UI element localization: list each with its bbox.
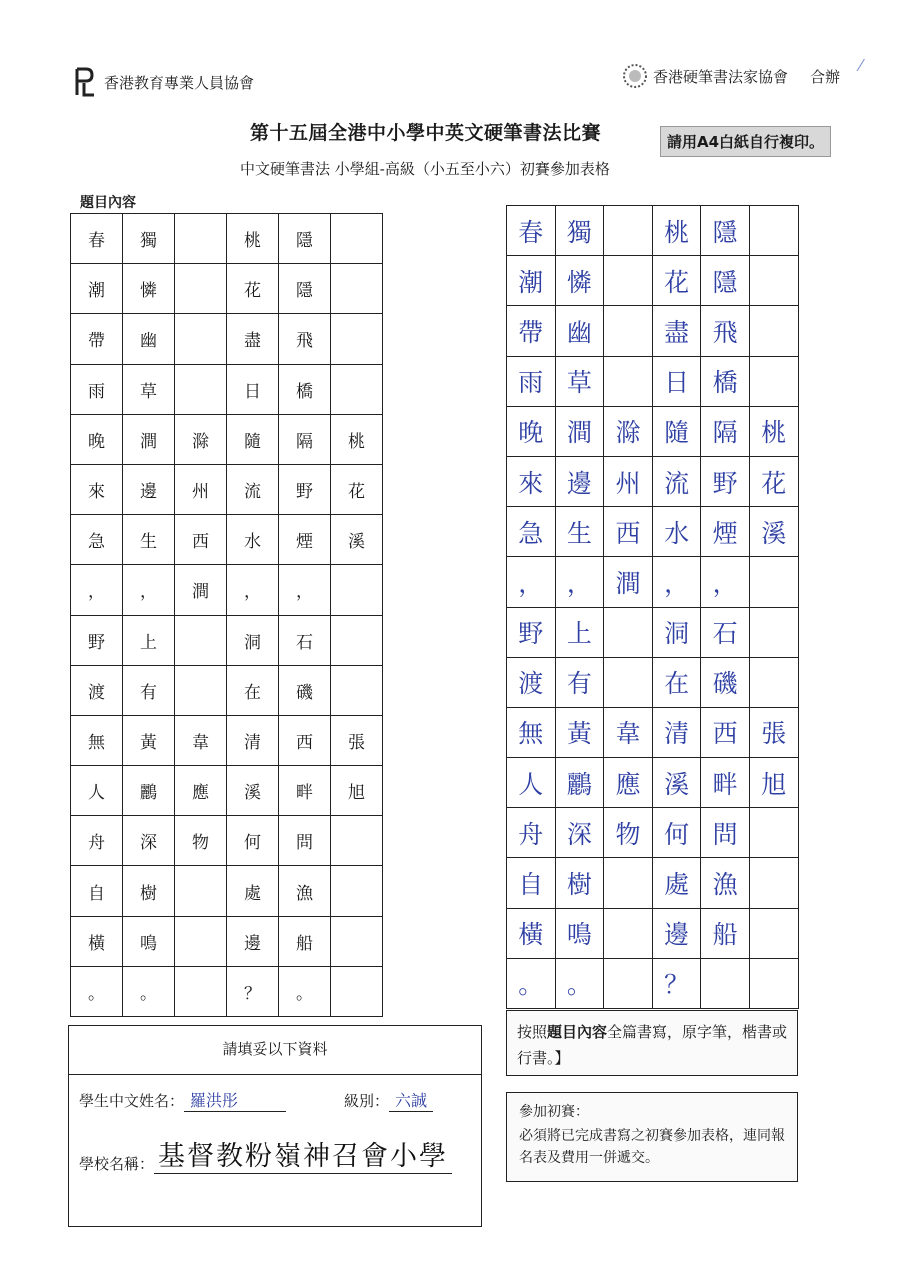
name-row xyxy=(79,1088,286,1112)
reference-grid-cell: 帶 xyxy=(71,314,123,364)
reference-grid-cell: 磯 xyxy=(279,665,331,715)
reference-grid-cell xyxy=(331,364,383,414)
reference-grid-cell xyxy=(331,816,383,866)
handwritten-grid-row xyxy=(507,657,799,707)
handwritten-grid-cell xyxy=(749,607,798,657)
handwritten-grid-cell: 深 xyxy=(555,808,604,858)
handwritten-grid-cell: 樹 xyxy=(555,858,604,908)
writing-rule-text xyxy=(517,1019,789,1071)
handwritten-grid-cell: 晚 xyxy=(507,406,556,456)
reference-grid-cell: 急 xyxy=(71,515,123,565)
reference-grid-cell: ， xyxy=(123,565,175,615)
handwritten-grid-cell: 舟 xyxy=(507,808,556,858)
reference-grid-cell: 畔 xyxy=(279,766,331,816)
handwritten-grid-cell xyxy=(749,808,798,858)
rule-prefix: 按照 xyxy=(517,1023,548,1041)
reference-grid-row xyxy=(71,866,383,916)
handwritten-grid-cell: 生 xyxy=(555,507,604,557)
reference-grid-row xyxy=(71,816,383,866)
handwritten-grid-cell: 物 xyxy=(604,808,653,858)
handwritten-grid-cell: 船 xyxy=(701,908,750,958)
handwritten-grid-cell: 水 xyxy=(652,507,701,557)
handwritten-grid-cell: 幽 xyxy=(555,306,604,356)
reference-grid-cell: 來 xyxy=(71,464,123,514)
handwritten-grid-cell: 畔 xyxy=(701,758,750,808)
handwritten-grid-cell: 野 xyxy=(701,456,750,506)
org-right-name: 香港硬筆書法家協會 xyxy=(652,67,788,86)
org-right xyxy=(621,62,840,90)
reference-grid-row xyxy=(71,565,383,615)
reference-grid-cell: 。 xyxy=(123,966,175,1016)
competition-title: 第十五屆全港中小學中英文硬筆書法比賽 xyxy=(250,122,602,144)
handwritten-grid-row xyxy=(507,707,799,757)
reference-grid-cell: 處 xyxy=(227,866,279,916)
co-organize-label: 合辦 xyxy=(809,67,840,86)
handwritten-grid-cell: 帶 xyxy=(507,306,556,356)
handwritten-grid-row xyxy=(507,908,799,958)
handwritten-grid-row xyxy=(507,958,799,1008)
handwritten-grid-cell: 處 xyxy=(652,858,701,908)
handwritten-grid-cell: 問 xyxy=(701,808,750,858)
reference-grid-cell: 桃 xyxy=(227,214,279,264)
handwritten-grid-cell: 盡 xyxy=(652,306,701,356)
reference-grid-cell xyxy=(331,565,383,615)
pen-mark: ⁄ xyxy=(859,56,862,75)
entry-text: 必須將已完成書寫之初賽參加表格，連同報名表及費用一併遞交。 xyxy=(519,1128,785,1166)
form-subtitle: 中文硬筆書法 小學組-高級（小五至小六）初賽參加表格 xyxy=(240,160,610,178)
reference-grid-cell: 旭 xyxy=(331,766,383,816)
handwritten-grid-cell xyxy=(604,306,653,356)
handwritten-grid-cell: 滁 xyxy=(604,406,653,456)
reference-grid-row xyxy=(71,314,383,364)
reference-grid-cell xyxy=(331,866,383,916)
reference-grid-cell: 野 xyxy=(71,615,123,665)
reference-grid-cell: 邊 xyxy=(123,464,175,514)
reference-grid-cell: 滁 xyxy=(175,414,227,464)
reference-grid xyxy=(70,213,383,1017)
handwritten-grid-cell: 西 xyxy=(701,707,750,757)
org-left xyxy=(72,62,254,102)
handwritten-grid-cell xyxy=(604,356,653,406)
handwritten-grid-cell xyxy=(604,256,653,306)
reference-grid-cell: ， xyxy=(227,565,279,615)
handwritten-grid-row xyxy=(507,356,799,406)
reference-grid-cell xyxy=(331,264,383,314)
reference-grid-cell: ， xyxy=(71,565,123,615)
reference-grid-cell xyxy=(175,916,227,966)
reference-grid-cell: 潮 xyxy=(71,264,123,314)
handwritten-grid-row xyxy=(507,256,799,306)
reference-grid-cell: 上 xyxy=(123,615,175,665)
handwritten-grid-cell: 花 xyxy=(749,456,798,506)
reference-grid-cell: 盡 xyxy=(227,314,279,364)
reference-grid-cell: 問 xyxy=(279,816,331,866)
reference-grid-cell: 人 xyxy=(71,766,123,816)
handwritten-grid-cell: 花 xyxy=(652,256,701,306)
reference-grid-cell: 西 xyxy=(279,715,331,765)
reference-grid-cell: 黃 xyxy=(123,715,175,765)
reference-grid-row xyxy=(71,364,383,414)
reference-grid-cell xyxy=(331,314,383,364)
handwritten-grid-cell: 急 xyxy=(507,507,556,557)
reference-grid-cell: 流 xyxy=(227,464,279,514)
handwritten-grid-cell: 張 xyxy=(749,707,798,757)
handwritten-grid-cell: 邊 xyxy=(652,908,701,958)
reference-grid-cell: 春 xyxy=(71,214,123,264)
handwritten-grid-cell: ， xyxy=(507,557,556,607)
reference-grid-cell: 西 xyxy=(175,515,227,565)
reference-grid-row xyxy=(71,665,383,715)
handwritten-grid-cell: 西 xyxy=(604,507,653,557)
reference-grid-row xyxy=(71,615,383,665)
reference-grid-cell xyxy=(331,916,383,966)
handwritten-grid-cell xyxy=(749,256,798,306)
reference-grid-cell: ？ xyxy=(227,966,279,1016)
handwritten-grid-cell: 人 xyxy=(507,758,556,808)
handwritten-grid-cell: 無 xyxy=(507,707,556,757)
reference-grid-row xyxy=(71,916,383,966)
ptu-logo-icon xyxy=(72,65,98,99)
reference-grid-cell: 何 xyxy=(227,816,279,866)
handwritten-grid-cell: 憐 xyxy=(555,256,604,306)
handwritten-grid-cell xyxy=(749,958,798,1008)
reference-grid-row xyxy=(71,515,383,565)
reference-grid-cell: 生 xyxy=(123,515,175,565)
reference-grid-cell: 應 xyxy=(175,766,227,816)
handwritten-grid-cell: 。 xyxy=(555,958,604,1008)
reference-grid-cell: 獨 xyxy=(123,214,175,264)
reference-grid-cell: 桃 xyxy=(331,414,383,464)
school-row xyxy=(79,1134,452,1174)
handwritten-grid-cell: 自 xyxy=(507,858,556,908)
handwritten-grid-cell xyxy=(604,958,653,1008)
reference-grid-cell: 澗 xyxy=(123,414,175,464)
handwritten-grid-cell: 鳴 xyxy=(555,908,604,958)
reference-grid-cell xyxy=(175,264,227,314)
handwritten-grid-cell: 獨 xyxy=(555,206,604,256)
reference-grid-cell: 憐 xyxy=(123,264,175,314)
handwritten-grid-cell: ？ xyxy=(652,958,701,1008)
reference-grid-cell: 飛 xyxy=(279,314,331,364)
handwritten-grid-cell: ， xyxy=(701,557,750,607)
handwritten-grid-cell: 韋 xyxy=(604,707,653,757)
reference-grid-cell: 。 xyxy=(71,966,123,1016)
reference-grid-cell: 幽 xyxy=(123,314,175,364)
handwritten-grid-cell: 隨 xyxy=(652,406,701,456)
student-info-box xyxy=(68,1025,482,1227)
handwritten-grid-cell: 溪 xyxy=(749,507,798,557)
handwritten-grid-cell: 上 xyxy=(555,607,604,657)
handwritten-grid-cell xyxy=(749,858,798,908)
handwritten-grid-cell: 飛 xyxy=(701,306,750,356)
school-label: 學校名稱： xyxy=(79,1155,155,1173)
reference-grid-cell: 韋 xyxy=(175,715,227,765)
entry-title: 參加初賽： xyxy=(519,1104,589,1120)
handwritten-grid-cell xyxy=(604,858,653,908)
reference-grid-row xyxy=(71,414,383,464)
handwritten-grid-cell: ， xyxy=(555,557,604,607)
handwritten-grid-cell xyxy=(701,958,750,1008)
reference-grid-cell: 日 xyxy=(227,364,279,414)
reference-grid-cell: 樹 xyxy=(123,866,175,916)
reference-grid-cell: 在 xyxy=(227,665,279,715)
rule-rest: 全篇書寫，原字筆，楷書或行書。】 xyxy=(517,1023,788,1067)
reference-grid-cell: ， xyxy=(279,565,331,615)
info-heading: 請填妥以下資料 xyxy=(222,1040,328,1058)
handwritten-grid-cell: 有 xyxy=(555,657,604,707)
handwritten-grid-row xyxy=(507,808,799,858)
handwritten-grid-cell xyxy=(604,607,653,657)
handwritten-grid-cell: 磯 xyxy=(701,657,750,707)
handwritten-grid-cell: 應 xyxy=(604,758,653,808)
school-field[interactable]: 基督教粉嶺神召會小學 xyxy=(154,1134,452,1174)
reference-grid-cell: 溪 xyxy=(331,515,383,565)
reference-grid-cell: 船 xyxy=(279,916,331,966)
reference-grid-row xyxy=(71,214,383,264)
handwritten-grid-cell: 州 xyxy=(604,456,653,506)
handwritten-grid-cell: 隔 xyxy=(701,406,750,456)
reference-grid-cell xyxy=(175,364,227,414)
handwritten-grid-cell: 桃 xyxy=(749,406,798,456)
grade-row xyxy=(344,1088,433,1112)
handwritten-grid-cell: 旭 xyxy=(749,758,798,808)
handwritten-grid-cell: 澗 xyxy=(555,406,604,456)
handwritten-grid-cell: 黃 xyxy=(555,707,604,757)
handwritten-grid-cell xyxy=(604,657,653,707)
reference-grid-cell: 洞 xyxy=(227,615,279,665)
handwritten-grid-row xyxy=(507,758,799,808)
org-left-name: 香港教育專業人員協會 xyxy=(104,73,255,92)
name-field[interactable]: 羅洪彤 xyxy=(184,1088,286,1112)
reference-grid-cell: 漁 xyxy=(279,866,331,916)
reference-grid-cell: 物 xyxy=(175,816,227,866)
reference-grid-cell xyxy=(175,966,227,1016)
handwritten-grid-cell: ， xyxy=(652,557,701,607)
reference-grid-cell: 深 xyxy=(123,816,175,866)
reference-grid-row xyxy=(71,264,383,314)
handwritten-grid-cell xyxy=(604,908,653,958)
reference-grid-cell xyxy=(331,665,383,715)
reference-grid-cell: 。 xyxy=(279,966,331,1016)
reference-grid-cell: 煙 xyxy=(279,515,331,565)
handwritten-grid-row xyxy=(507,306,799,356)
handwritten-grid-cell: 溪 xyxy=(652,758,701,808)
reference-grid-cell: 無 xyxy=(71,715,123,765)
section-label: 題目內容 xyxy=(80,195,136,211)
reference-grid-cell: 橫 xyxy=(71,916,123,966)
handwritten-grid-cell: 草 xyxy=(555,356,604,406)
handwritten-grid-cell xyxy=(749,206,798,256)
info-divider xyxy=(69,1074,481,1075)
reference-grid-cell xyxy=(331,214,383,264)
reference-grid-cell: 雨 xyxy=(71,364,123,414)
handwritten-grid-cell xyxy=(749,356,798,406)
reference-grid-cell: 溪 xyxy=(227,766,279,816)
reference-grid-cell: 石 xyxy=(279,615,331,665)
handwritten-grid-cell: 潮 xyxy=(507,256,556,306)
reference-grid-cell: 晚 xyxy=(71,414,123,464)
handwritten-grid-row xyxy=(507,557,799,607)
rule-bold: 題目內容 xyxy=(547,1023,608,1041)
handwritten-grid-cell: 清 xyxy=(652,707,701,757)
writing-rule-box xyxy=(506,1010,798,1076)
entry-instructions-box xyxy=(506,1092,798,1182)
handwritten-grid-cell: 野 xyxy=(507,607,556,657)
handwritten-grid-cell: 洞 xyxy=(652,607,701,657)
handwritten-grid-cell: 日 xyxy=(652,356,701,406)
grade-label: 級別： xyxy=(344,1092,390,1110)
reference-grid-cell xyxy=(175,214,227,264)
handwritten-grid-cell: 。 xyxy=(507,958,556,1008)
handwritten-grid-cell: 漁 xyxy=(701,858,750,908)
reference-grid-cell: 有 xyxy=(123,665,175,715)
handwritten-grid-cell: 流 xyxy=(652,456,701,506)
handwritten-grid-cell: 邊 xyxy=(555,456,604,506)
handwritten-grid-cell: 橋 xyxy=(701,356,750,406)
name-label: 學生中文姓名： xyxy=(79,1092,185,1110)
handwritten-grid-cell xyxy=(749,306,798,356)
handwritten-grid xyxy=(506,205,799,1009)
reference-grid-cell: 張 xyxy=(331,715,383,765)
reference-grid-row xyxy=(71,464,383,514)
handwritten-grid-cell: 煙 xyxy=(701,507,750,557)
grade-field[interactable]: 六誠 xyxy=(389,1088,433,1112)
reference-grid-cell xyxy=(175,866,227,916)
handwritten-grid-cell: 石 xyxy=(701,607,750,657)
reference-grid-cell xyxy=(331,966,383,1016)
handwritten-grid-cell: 何 xyxy=(652,808,701,858)
calligraphy-assoc-seal-icon xyxy=(621,62,649,90)
reference-grid-cell: 鸝 xyxy=(123,766,175,816)
handwritten-grid-cell: 春 xyxy=(507,206,556,256)
reference-grid-cell: 澗 xyxy=(175,565,227,615)
reference-grid-cell: 花 xyxy=(331,464,383,514)
handwritten-grid-cell: 在 xyxy=(652,657,701,707)
reference-grid-cell: 渡 xyxy=(71,665,123,715)
reference-grid-cell: 野 xyxy=(279,464,331,514)
reference-grid-cell xyxy=(175,665,227,715)
handwritten-grid-cell: 隱 xyxy=(701,256,750,306)
reference-grid-row xyxy=(71,715,383,765)
handwritten-grid-row xyxy=(507,607,799,657)
handwritten-grid-cell xyxy=(604,206,653,256)
handwritten-grid-cell: 桃 xyxy=(652,206,701,256)
reference-grid-cell xyxy=(175,314,227,364)
handwritten-grid-cell: 澗 xyxy=(604,557,653,607)
reference-grid-cell: 鳴 xyxy=(123,916,175,966)
reference-grid-cell: 清 xyxy=(227,715,279,765)
reference-grid-cell xyxy=(175,615,227,665)
reference-grid-cell: 自 xyxy=(71,866,123,916)
handwritten-grid-row xyxy=(507,507,799,557)
handwritten-grid-cell: 渡 xyxy=(507,657,556,707)
reference-grid-cell: 草 xyxy=(123,364,175,414)
handwritten-grid-row xyxy=(507,858,799,908)
handwritten-grid-row xyxy=(507,206,799,256)
handwritten-grid-cell: 鸝 xyxy=(555,758,604,808)
reference-grid-cell: 水 xyxy=(227,515,279,565)
reference-grid-cell: 隱 xyxy=(279,214,331,264)
handwritten-grid-cell: 雨 xyxy=(507,356,556,406)
handwritten-grid-cell: 來 xyxy=(507,456,556,506)
handwritten-grid-cell xyxy=(749,557,798,607)
handwritten-grid-row xyxy=(507,406,799,456)
handwritten-grid-cell xyxy=(749,657,798,707)
reference-grid-row xyxy=(71,966,383,1016)
reference-grid-cell: 隨 xyxy=(227,414,279,464)
reference-grid-cell: 邊 xyxy=(227,916,279,966)
reference-grid-row xyxy=(71,766,383,816)
handwritten-grid-cell: 橫 xyxy=(507,908,556,958)
handwritten-grid-cell: 隱 xyxy=(701,206,750,256)
reference-grid-cell: 隔 xyxy=(279,414,331,464)
reference-grid-cell xyxy=(331,615,383,665)
handwritten-grid-row xyxy=(507,456,799,506)
reference-grid-cell: 花 xyxy=(227,264,279,314)
handwritten-grid-cell xyxy=(749,908,798,958)
reference-grid-cell: 舟 xyxy=(71,816,123,866)
photocopy-notice: 請用A4白紙自行複印。 xyxy=(660,126,831,157)
reference-grid-cell: 橋 xyxy=(279,364,331,414)
reference-grid-cell: 州 xyxy=(175,464,227,514)
reference-grid-cell: 隱 xyxy=(279,264,331,314)
